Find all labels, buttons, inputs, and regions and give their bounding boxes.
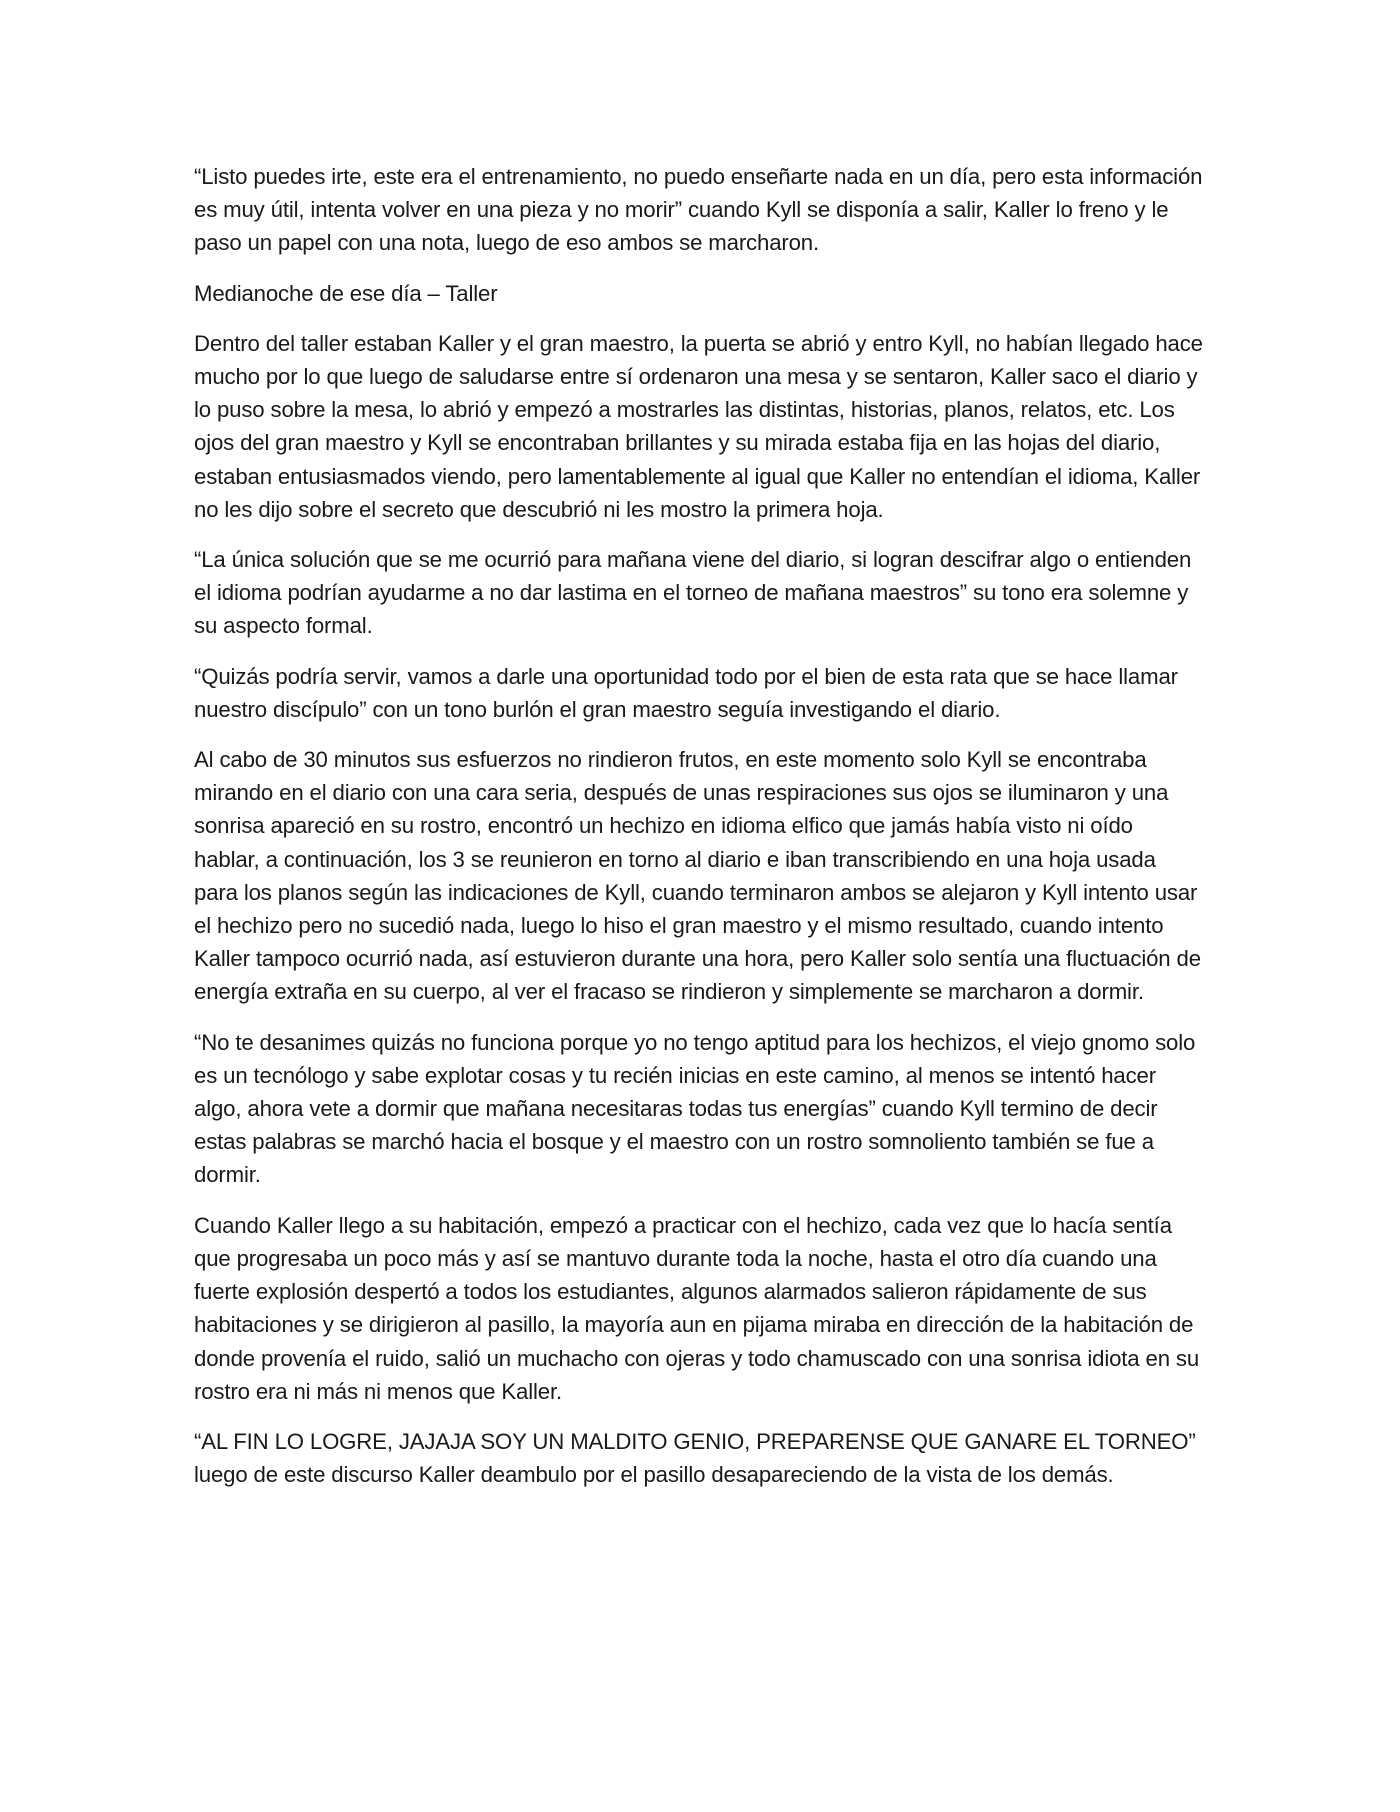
document-body (194, 160, 1204, 1508)
paragraph-6: Al cabo de 30 minutos sus esfuerzos no rindieron frutos, en este momento solo Kyll se encontraba mirando en el diario con una cara seria, después de unas respiraciones sus ojos se iluminaron y una sonrisa apareció en su rostro, encontró un hechizo en idioma elfico que jamás había visto ni oído hablar, a continuación, los 3 se reunieron en torno al diario e iban transcribiendo en una hoja usada para los planos según las indicaciones de Kyll, cuando terminaron ambos se alejaron y Kyll intento usar el hechizo pero no sucedió nada, luego lo hiso el gran maestro y el mismo resultado, cuando intento Kaller tampoco ocurrió nada, así estuvieron durante una hora, pero Kaller solo sentía una fluctuación de energía extraña en su cuerpo, al ver el fracaso se rindieron y simplemente se marcharon a dormir. (194, 747, 1201, 1005)
paragraph-5: “Quizás podría servir, vamos a darle una oportunidad todo por el bien de esta rata que se hace llamar nuestro discípulo” con un tono burlón el gran maestro seguía investigando el diario. (194, 663, 1178, 722)
paragraph-7: “No te desanimes quizás no funciona porque yo no tengo aptitud para los hechizos, el viejo gnomo solo es un tecnólogo y sabe explotar cosas y tu recién inicias en este camino, al menos se intentó hacer algo, ahora vete a dormir que mañana necesitaras todas tus energías” cuando Kyll termino de decir estas palabras se marchó hacia el bosque y el maestro con un rostro somnoliento también se fue a dormir. (194, 1029, 1196, 1188)
paragraph-1: “Listo puedes irte, este era el entrenamiento, no puedo enseñarte nada en un día, pero esta información es muy útil, intenta volver en una pieza y no morir” cuando Kyll se disponía a salir, Kaller lo freno y le paso un papel con una nota, luego de eso ambos se marcharon. (194, 164, 1203, 256)
paragraph-3: Dentro del taller estaban Kaller y el gran maestro, la puerta se abrió y entro Kyll, no habían llegado hace mucho por lo que luego de saludarse entre sí ordenaron una mesa y se sentaron, Kaller saco el diario y lo puso sobre la mesa, lo abrió y empezó a mostrarles las distintas, historias, planos, relatos, etc. Los ojos del gran maestro y Kyll se encontraban brillantes y su mirada estaba fija en las hojas del diario, estaban entusiasmados viendo, pero lamentablemente al igual que Kaller no entendían el idioma, Kaller no les dijo sobre el secreto que descubrió ni les mostro la primera hoja. (194, 330, 1203, 522)
paragraph-4: “La única solución que se me ocurrió para mañana viene del diario, si logran descifrar algo o entienden el idioma podrían ayudarme a no dar lastima en el torneo de mañana maestros” su tono era solemne y su aspecto formal. (194, 547, 1192, 639)
paragraph-9: “AL FIN LO LOGRE, JAJAJA SOY UN MALDITO GENIO, PREPARENSE QUE GANARE EL TORNEO” luego de este discurso Kaller deambulo por el pasillo desapareciendo de la vista de los demás. (194, 1428, 1196, 1488)
paragraph-8: Cuando Kaller llego a su habitación, empezó a practicar con el hechizo, cada vez que lo hacía sentía que progresaba un poco más y así se mantuvo durante toda la noche, hasta el otro día cuando una fuerte explosión despertó a todos los estudiantes, algunos alarmados salieron rápidamente de sus habitaciones y se dirigieron al pasillo, la mayoría aun en pijama miraba en dirección de la habitación de donde provenía el ruido, salió un muchacho con ojeras y todo chamuscado con una sonrisa idiota en su rostro era ni más ni menos que Kaller. (194, 1212, 1200, 1404)
scene-heading: Medianoche de ese día – Taller (194, 280, 498, 306)
